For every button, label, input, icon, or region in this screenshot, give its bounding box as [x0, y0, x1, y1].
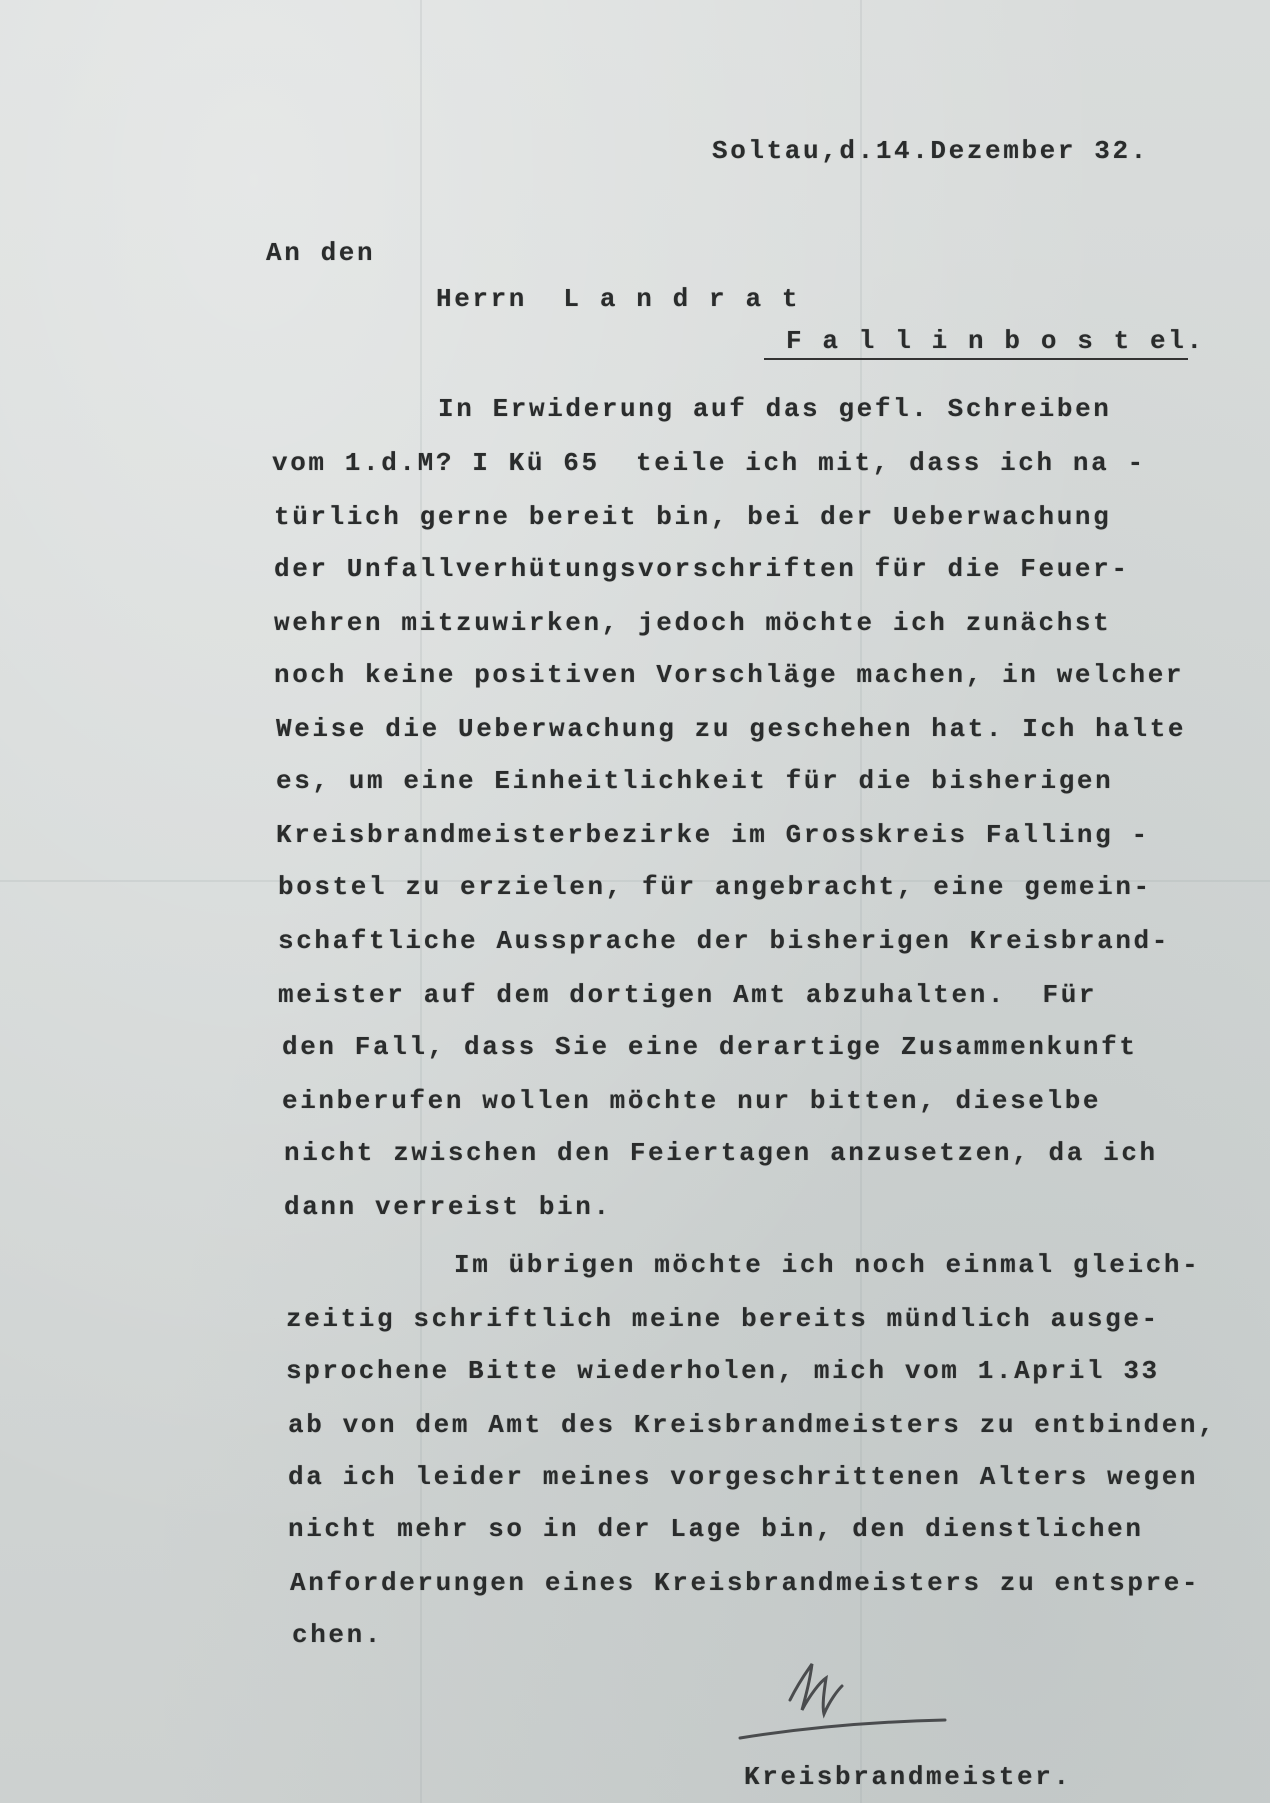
paragraph1-line: meister auf dem dortigen Amt abzuhalten. Für [278, 980, 1098, 1010]
paragraph1-line: wehren mitzuwirken, jedoch möchte ich zunächst [274, 608, 1112, 638]
date-line: Soltau,d.14.Dezember 32. [712, 136, 1149, 166]
paragraph1-line: schaftliche Aussprache der bisherigen Kreisbrand- [278, 926, 1170, 956]
paragraph1-line: In Erwiderung auf das gefl. Schreiben [438, 394, 1112, 424]
recipient-underline [764, 358, 1188, 360]
handwritten-signature [730, 1640, 970, 1750]
paragraph1-line: vom 1.d.M? I Kü 65 teile ich mit, dass ich na - [272, 448, 1146, 478]
paragraph1-line: Weise die Ueberwachung zu geschehen hat. Ich halte [276, 714, 1187, 744]
paragraph2-line: ab von dem Amt des Kreisbrandmeisters zu entbinden, [288, 1410, 1217, 1440]
paragraph1-line: noch keine positiven Vorschläge machen, in welcher [274, 660, 1185, 690]
paragraph1-line: bostel zu erzielen, für angebracht, eine gemein- [278, 872, 1152, 902]
paragraph2-line: da ich leider meines vorgeschrittenen Alters wegen [288, 1462, 1199, 1492]
paragraph2-line: zeitig schriftlich meine bereits mündlich ausge- [286, 1304, 1160, 1334]
paragraph2-line: nicht mehr so in der Lage bin, den dienstlichen [288, 1514, 1144, 1544]
paragraph1-line: den Fall, dass Sie eine derartige Zusammenkunft [282, 1032, 1138, 1062]
paragraph2-line: Im übrigen möchte ich noch einmal gleich- [454, 1250, 1201, 1280]
paragraph1-line: einberufen wollen möchte nur bitten, dieselbe [282, 1086, 1102, 1116]
paragraph1-line: türlich gerne bereit bin, bei der Ueberwachung [274, 502, 1112, 532]
closing-title: Kreisbrandmeister. [744, 1762, 1072, 1792]
paragraph1-line: es, um eine Einheitlichkeit für die bisherigen [276, 766, 1114, 796]
recipient-line-3: F a l l i n b o s t el. [786, 326, 1205, 356]
recipient-line-1: An den [266, 238, 376, 268]
paragraph2-line: sprochene Bitte wiederholen, mich vom 1.April 33 [286, 1356, 1160, 1386]
paragraph2-line: chen. [292, 1620, 384, 1650]
paragraph1-line: nicht zwischen den Feiertagen anzusetzen, da ich [284, 1138, 1158, 1168]
paragraph2-line: Anforderungen eines Kreisbrandmeisters zu entspre- [290, 1568, 1201, 1598]
recipient-line-2: Herrn L a n d r a t [436, 284, 801, 314]
paragraph1-line: dann verreist bin. [284, 1192, 612, 1222]
paragraph1-line: Kreisbrandmeisterbezirke im Grosskreis Falling - [276, 820, 1150, 850]
paragraph1-line: der Unfallverhütungsvorschriften für die Feuer- [274, 554, 1130, 584]
